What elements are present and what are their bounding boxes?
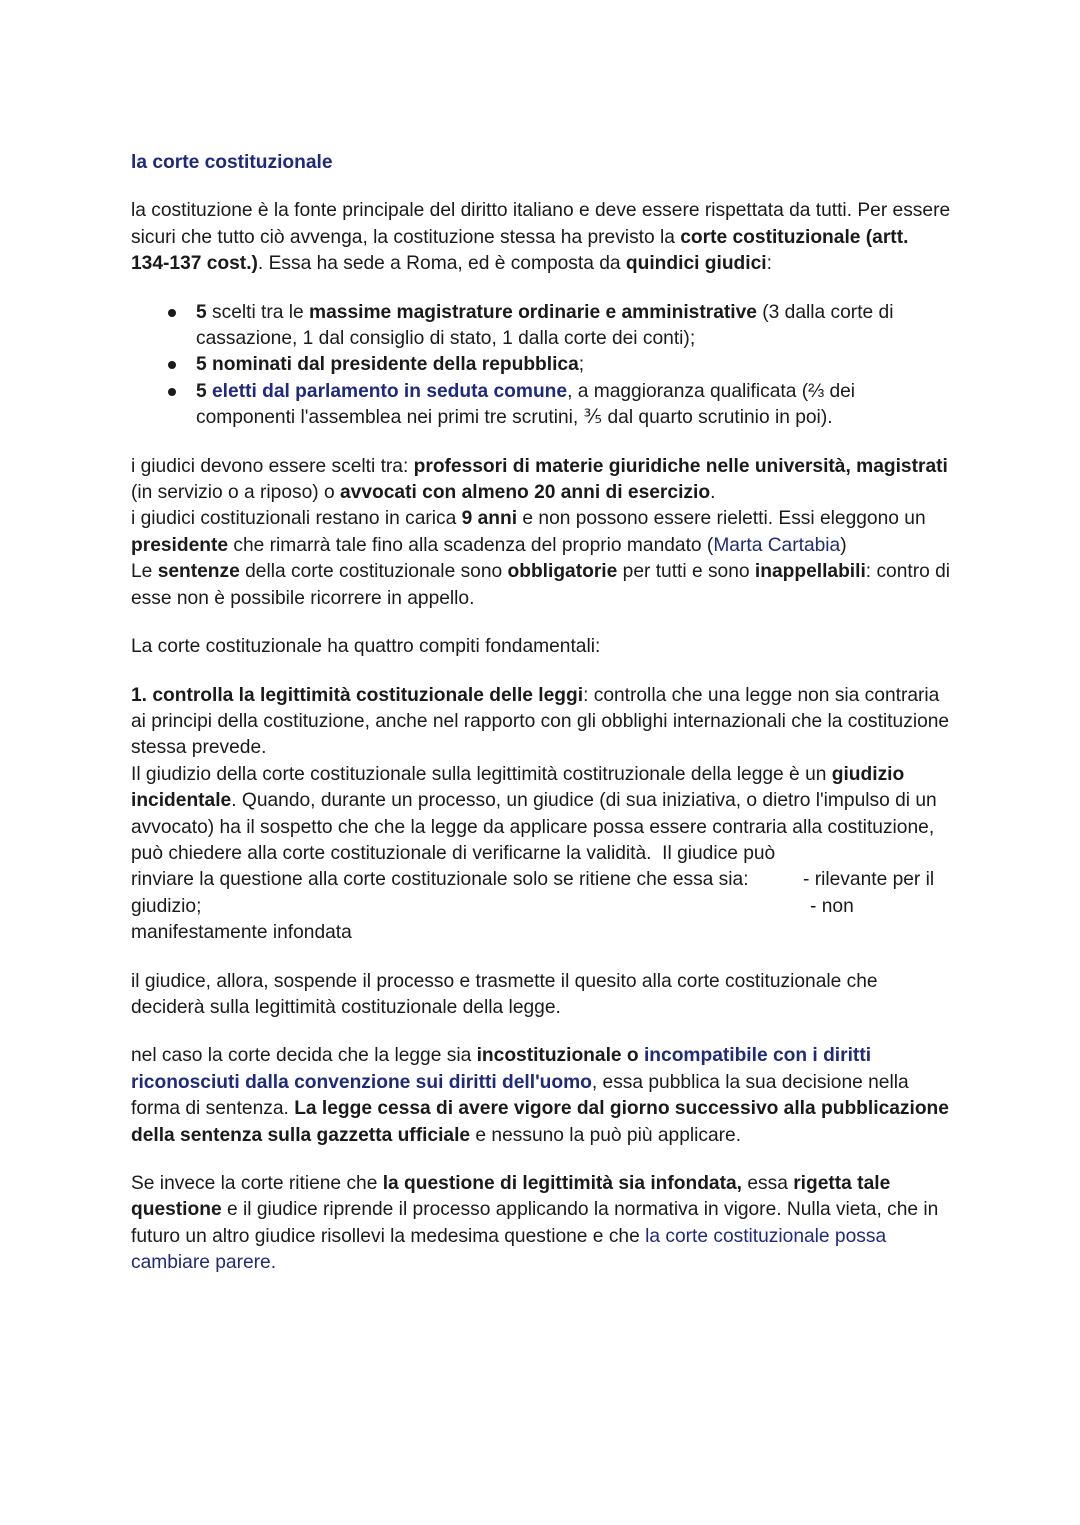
judges-composition-list <box>131 300 951 432</box>
criteria-row-1: rinviare la questione alla corte costituzionale solo se ritiene che essa sia: - rilevante per il <box>131 869 935 891</box>
unconstitutional-paragraph: nel caso la corte decida che la legge sia incostituzionale o incompatibile con i diritti riconosciuti dalla convenzione sui diritti dell'uomo, essa pubblica la sua decisione nella forma di sentenza. La legge cessa di avere vigore dal giorno successivo alla pubblicazione della sentenza sulla gazzetta ufficiale e nessuno la può più applicare. <box>131 1045 949 1146</box>
change-opinion-link[interactable]: la corte costituzionale possa cambiare parere. <box>131 1225 887 1274</box>
president-name-link[interactable]: Marta Cartabia <box>713 534 841 556</box>
intro-paragraph: la costituzione è la fonte principale del diritto italiano e deve essere rispettata da tutti. Per essere sicuri che tutto ciò avvenga, la costituzione stessa ha previsto la corte costituzionale (artt. 134-137 cost.). Essa ha sede a Roma, ed è composta da quindici giudici: <box>131 200 951 275</box>
page-title: la corte costituzionale <box>131 152 333 173</box>
task-1-paragraph: 1. controlla la legittimità costituzionale delle leggi: controlla che una legge non sia contraria ai principi della costituzione, anche nel rapporto con gli obblighi internazionali che la costituzione stessa prevede. Il giudizio della corte costituzionale sulla legittimità costitruzionale della legge è un giudizio incidentale. Quando, durante un processo, un giudice (di sua iniziativa, o dietro l'impulso di un avvocato) ha il sospetto che che la legge da applicare possa essere contraria alla costituzione, può chiedere alla corte costituzionale di verificarne la validità. Il giudice può <box>131 684 950 864</box>
criteria-row-2: giudizio; - non <box>131 895 854 917</box>
list-item: 5 eletti dal parlamento in seduta comune, a maggioranza qualificata (⅔ dei componenti l'assemblea nei primi tre scrutini, ⅗ dal quarto scrutinio in poi). <box>196 379 951 432</box>
list-item: 5 nominati dal presidente della repubblica; <box>196 352 951 378</box>
document-body <box>131 150 951 1277</box>
judges-paragraph: i giudici devono essere scelti tra: professori di materie giuridiche nelle università, magistrati (in servizio o a riposo) o avvocati con almeno 20 anni di esercizio. i giudici costituzionali restano in carica 9 anni e non possono essere rieletti. Essi eleggono un presidente che rimarrà tale fino alla scadenza del proprio mandato (Marta Cartabia) Le sentenze della corte costituzionale sono obbligatorie per tutti e sono inappellabili: contro di esse non è possibile ricorrere in appello. <box>131 455 951 609</box>
tasks-intro: La corte costituzionale ha quattro compiti fondamentali: <box>131 636 601 658</box>
criteria-row-3: manifestamente infondata <box>131 922 352 944</box>
unfounded-paragraph: Se invece la corte ritiene che la questione di legittimità sia infondata, essa rigetta tale questione e il giudice riprende il processo applicando la normativa in vigore. Nulla vieta, che in futuro un altro giudice risollevi la medesima questione e che la corte costituzionale possa cambiare parere. <box>131 1172 939 1274</box>
list-item: 5 scelti tra le massime magistrature ordinarie e amministrative (3 dalla corte di cassazione, 1 dal consiglio di stato, 1 dalla corte dei conti); <box>196 300 951 353</box>
convention-link[interactable]: incompatibile con i diritti riconosciuti dalla convenzione sui diritti dell'uomo <box>131 1045 872 1093</box>
suspend-paragraph: il giudice, allora, sospende il processo e trasmette il quesito alla corte costituzionale che deciderà sulla legittimità costituzionale della legge. <box>131 970 878 1018</box>
